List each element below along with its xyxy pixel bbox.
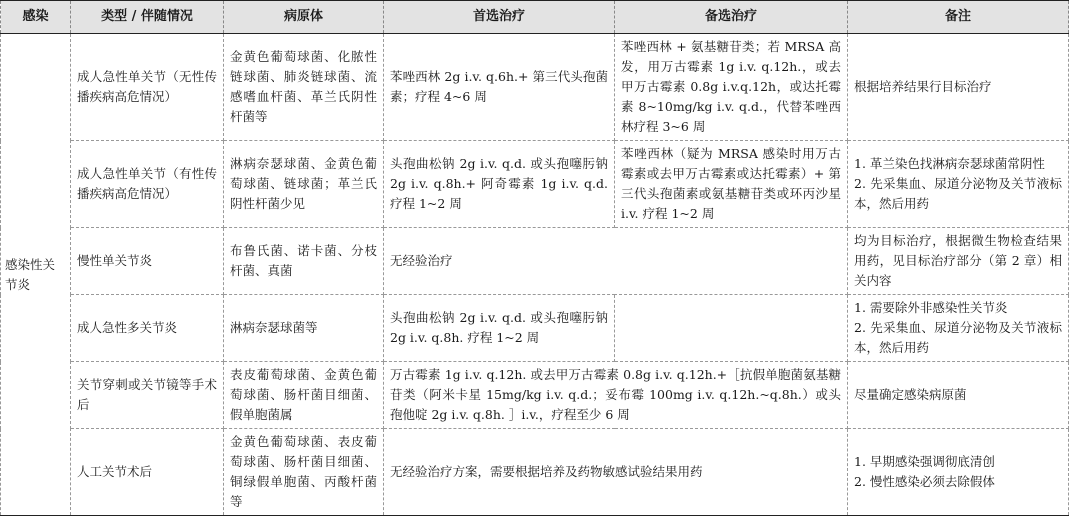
header-alternative: 备选治疗 (615, 1, 848, 34)
notes-cell (848, 295, 1069, 362)
note-line: 2. 慢性感染必须去除假体 (854, 474, 995, 489)
note-line: 均为目标治疗，根据微生物检查结果用药，见目标治疗部分（第 2 章）相关内容 (854, 233, 1062, 288)
notes-cell (848, 228, 1069, 295)
pathogen-cell: 淋病奈瑟球菌、金黄色葡萄球菌、链球菌；革兰氏阴性杆菌少见 (224, 141, 384, 228)
notes-cell (848, 362, 1069, 429)
first-choice-cell: 无经验治疗方案，需要根据培养及药物敏感试验结果用药 (384, 429, 848, 516)
type-cell: 成人急性多关节炎 (71, 295, 224, 362)
first-choice-cell: 头孢曲松钠 2g i.v. q.d. 或头孢噻肟钠 2g i.v. q.8h.+ 阿奇霉素 1g i.v. q.d. 疗程 1~2 周 (384, 141, 615, 228)
table-row (1, 362, 1069, 429)
table-row (1, 228, 1069, 295)
alternative-cell (615, 295, 848, 362)
pathogen-cell: 金黄色葡萄球菌、表皮葡萄球菌、肠杆菌目细菌、铜绿假单胞菌、丙酸杆菌等 (224, 429, 384, 516)
type-cell: 成人急性单关节（有性传播疾病高危情况） (71, 141, 224, 228)
pathogen-cell: 金黄色葡萄球菌、化脓性链球菌、肺炎链球菌、流感嗜血杆菌、革兰氏阴性杆菌等 (224, 34, 384, 141)
first-choice-cell: 无经验治疗 (384, 228, 848, 295)
alternative-cell: 苯唑西林（疑为 MRSA 感染时用万古霉素或去甲万古霉素或达托霉素）+ 第三代头孢菌素或氨基糖苷类或环丙沙星 i.v. 疗程 1~2 周 (615, 141, 848, 228)
header-row (1, 1, 1069, 34)
first-choice-cell: 头孢曲松钠 2g i.v. q.d. 或头孢噻肟钠 2g i.v. q.8h. 疗程 1~2 周 (384, 295, 615, 362)
table-row (1, 429, 1069, 516)
pathogen-cell: 淋病奈瑟球菌等 (224, 295, 384, 362)
header-infection: 感染 (1, 1, 71, 34)
note-line: 1. 革兰染色找淋病奈瑟球菌常阴性 (854, 156, 1045, 171)
notes-cell (848, 34, 1069, 141)
header-first-choice: 首选治疗 (384, 1, 615, 34)
alternative-cell: 苯唑西林 + 氨基糖苷类；若 MRSA 高发，用万古霉素 1g i.v. q.12h.，或去甲万古霉素 0.8g i.v.q.12h，或达托霉素 8~10mg/kg i.v. q.d.，代替苯唑西林疗程 3~6 周 (615, 34, 848, 141)
note-line: 根据培养结果行目标治疗 (854, 79, 992, 94)
header-pathogen: 病原体 (224, 1, 384, 34)
note-line: 1. 早期感染强调彻底清创 (854, 454, 995, 469)
table-row (1, 141, 1069, 228)
type-cell: 人工关节术后 (71, 429, 224, 516)
notes-cell (848, 141, 1069, 228)
pathogen-cell: 表皮葡萄球菌、金黄色葡萄球菌、肠杆菌目细菌、假单胞菌属 (224, 362, 384, 429)
type-cell: 慢性单关节炎 (71, 228, 224, 295)
first-choice-cell: 万古霉素 1g i.v. q.12h. 或去甲万古霉素 0.8g i.v. q.12h.+［抗假单胞菌氨基糖苷类（阿米卡星 15mg/kg i.v. q.d.；妥布霉 100mg i.v. q.12h.~q.8h.）或头孢他啶 2g i.v. q.8h. ］i.v.，疗程至少 6 周 (384, 362, 848, 429)
type-cell: 成人急性单关节（无性传播疾病高危情况） (71, 34, 224, 141)
note-line: 1. 需要除外非感染性关节炎 (854, 300, 1008, 315)
table-row (1, 34, 1069, 141)
pathogen-cell: 布鲁氏菌、诺卡菌、分枝杆菌、真菌 (224, 228, 384, 295)
first-choice-cell: 苯唑西林 2g i.v. q.6h.+ 第三代头孢菌素；疗程 4~6 周 (384, 34, 615, 141)
type-cell: 关节穿刺或关节镜等手术后 (71, 362, 224, 429)
note-line: 2. 先采集血、尿道分泌物及关节液标本，然后用药 (854, 320, 1062, 355)
note-line: 2. 先采集血、尿道分泌物及关节液标本，然后用药 (854, 176, 1062, 211)
note-line: 尽量确定感染病原菌 (854, 387, 967, 402)
infection-category-cell: 感染性关节炎 (1, 34, 71, 516)
header-type: 类型 / 伴随情况 (71, 1, 224, 34)
notes-cell (848, 429, 1069, 516)
table-row (1, 295, 1069, 362)
header-notes: 备注 (848, 1, 1069, 34)
